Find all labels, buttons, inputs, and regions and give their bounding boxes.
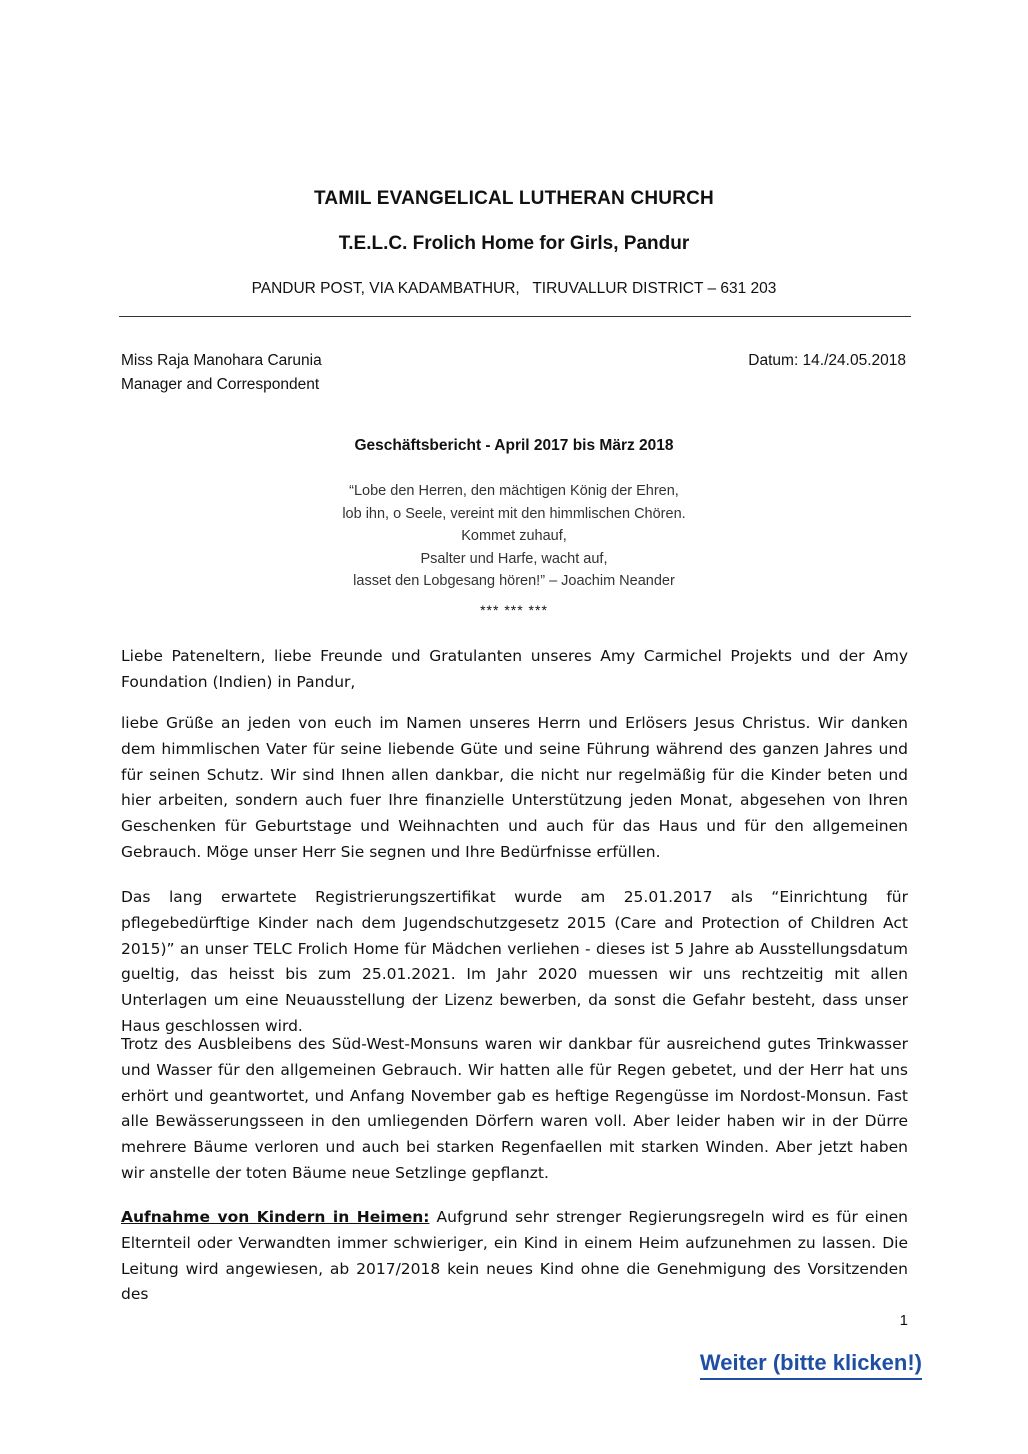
next-page-link[interactable]: Weiter (bitte klicken!) bbox=[700, 1350, 922, 1380]
poem-line: Kommet zuhauf, bbox=[461, 528, 567, 544]
sender-role: Manager and Correspondent bbox=[121, 376, 320, 393]
poem-quote bbox=[0, 480, 1028, 593]
letter-date: Datum: 14./24.05.2018 bbox=[748, 352, 906, 369]
sender-name: Miss Raja Manohara Carunia bbox=[121, 352, 322, 369]
organization-subtitle: T.E.L.C. Frolich Home for Girls, Pandur bbox=[338, 233, 690, 254]
paragraph-greeting: Liebe Pateneltern, liebe Freunde und Gratulanten unseres Amy Carmichel Projekts und der Amy Foundation (Indien) in Pandur, bbox=[121, 647, 908, 691]
report-title: Geschäftsbericht - April 2017 bis März 2018 bbox=[354, 437, 674, 454]
poem-line: “Lobe den Herren, den mächtigen König der Ehren, bbox=[349, 483, 679, 499]
paragraph-monsoon: Trotz des Ausbleibens des Süd-West-Monsuns waren wir dankbar für ausreichend gutes Trinkwasser und Wasser für den allgemeinen Gebrauch. Wir hatten alle für Regen gebetet, und der Herr hat uns erhört und geantwortet, und Anfang November gab es heftige Regengüsse im Nordost-Monsun. Fast alle Bewässerungsseen in den umliegenden Dörfern waren voll. Aber leider haben wir in der Dürre mehrere Bäume verloren und auch bei starken Regenfaellen mit starken Winden. Aber jetzt haben wir anstelle der toten Bäume neue Setzlinge gepflanzt. bbox=[121, 1035, 908, 1182]
page-number: 1 bbox=[899, 1312, 908, 1329]
paragraph-registration: Das lang erwartete Registrierungszertifikat wurde am 25.01.2017 als “Einrichtung für pflegebedürftige Kinder nach dem Jugendschutzgesetz 2015 (Care and Protection of Children Act 2015)” an unser TELC Frolich Home für Mädchen verliehen - dieses ist 5 Jahre ab Ausstellungsdatum gueltig, das heisst bis zum 25.01.2021. Im Jahr 2020 muessen wir uns rechtzeitig mit allen Unterlagen um eine Neuausstellung der Lizenz bewerben, da sonst die Gefahr besteht, dass unser Haus geschlossen wird. bbox=[121, 888, 908, 1035]
sender-block bbox=[121, 349, 322, 397]
paragraph-admission bbox=[121, 1205, 908, 1308]
header-divider bbox=[119, 316, 911, 317]
poem-line: Psalter und Harfe, wacht auf, bbox=[420, 550, 608, 567]
organization-title: TAMIL EVANGELICAL LUTHERAN CHURCH bbox=[314, 188, 714, 209]
section-separator: *** *** *** bbox=[480, 602, 548, 618]
paragraph-thanks: liebe Grüße an jeden von euch im Namen unseres Herrn und Erlösers Jesus Christus. Wir danken dem himmlischen Vater für seine liebende Güte und seine Führung während des ganzen Jahres und für seinen Schutz. Wir sind Ihnen allen dankbar, die nicht nur regelmäßig für die Kinder beten und hier arbeiten, sondern auch fuer Ihre finanzielle Unterstützung jeden Monat, abgesehen von Ihren Geschenken für Geburtstage und Weihnachten und auch für das Haus und für den allgemeinen Gebrauch. Möge unser Herr Sie segnen und Ihre Bedürfnisse erfüllen. bbox=[121, 714, 908, 861]
poem-line: lob ihn, o Seele, vereint mit den himmlischen Chören. bbox=[342, 505, 686, 522]
admission-heading: Aufnahme von Kindern in Heimen: bbox=[121, 1208, 430, 1226]
organization-address: PANDUR POST, VIA KADAMBATHUR, TIRUVALLUR DISTRICT – 631 203 bbox=[251, 280, 777, 297]
admission-text: Aufgrund sehr strenger Regierungsregeln wird es für einen Elternteil oder Verwandten immer schwieriger, ein Kind in einem Heim aufzunehmen zu lassen. Die Leitung wird angewiesen, ab 2017/2018 kein neues Kind ohne die Genehmigung des Vorsitzenden des bbox=[121, 1208, 908, 1304]
poem-line: lasset den Lobgesang hören!” – Joachim Neander bbox=[353, 573, 675, 589]
